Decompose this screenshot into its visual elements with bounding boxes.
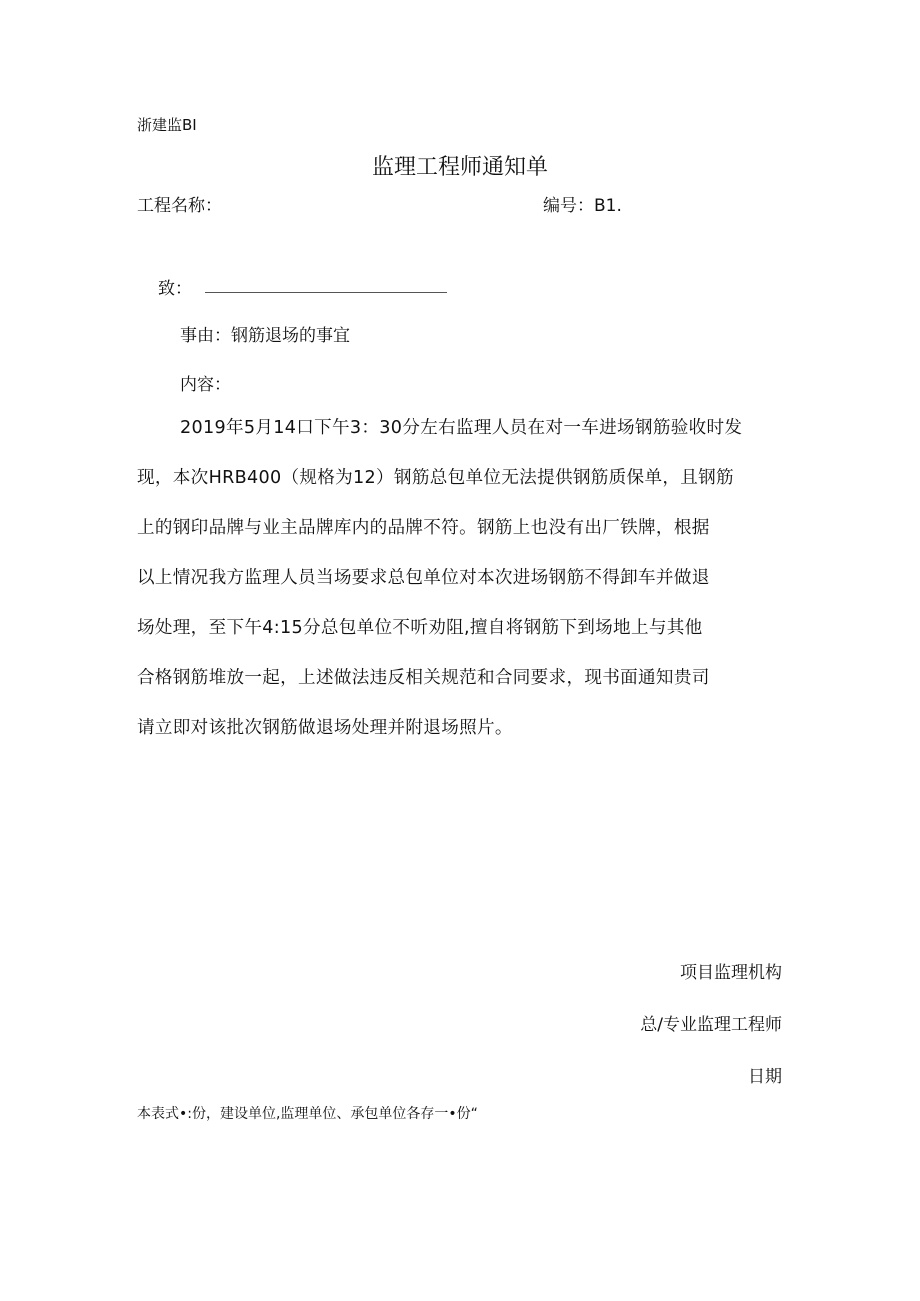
form-code: 浙建监BI [137,116,197,134]
body-line: 场处理，至下午4:15分总包单位不听劝阻,擅自将钢筋下到场地上与其他 [137,618,703,638]
document-number: 编号：B1. [543,196,622,216]
signature-organization: 项目监理机构 [680,963,782,983]
footer-note: 本表式•:份，建设单位,监理单位、承包单位各存一•份“ [137,1106,478,1122]
body-line: 请立即对该批次钢筋做退场处理并附退场照片。 [137,718,513,738]
body-line: 上的钢印品牌与业主品牌库内的品牌不符。钢筋上也没有出厂铁牌，根据 [137,518,710,538]
reason-line: 事由：钢筋退场的事宜 [180,326,350,346]
body-line: 现，本次HRB400（规格为12）钢筋总包单位无法提供钢筋质保单，且钢筋 [137,468,734,488]
signature-date: 日期 [748,1067,782,1087]
notice-body [137,410,797,760]
body-line: 2019年5月14口下午3：30分左右监理人员在对一车进场钢筋验收时发 [180,418,743,438]
recipient-blank-line [205,292,447,293]
content-label: 内容： [180,375,231,395]
recipient-label: 致： [158,279,192,299]
body-line: 以上情况我方监理人员当场要求总包单位对本次进场钢筋不得卸车并做退 [137,568,710,588]
body-line: 合格钢筋堆放一起，上述做法违反相关规范和合同要求，现书面通知贵司 [137,668,710,688]
page-title: 监理工程师通知单 [371,155,548,180]
project-name-label: 工程名称： [137,196,222,216]
signature-engineer: 总/专业监理工程师 [640,1015,782,1035]
